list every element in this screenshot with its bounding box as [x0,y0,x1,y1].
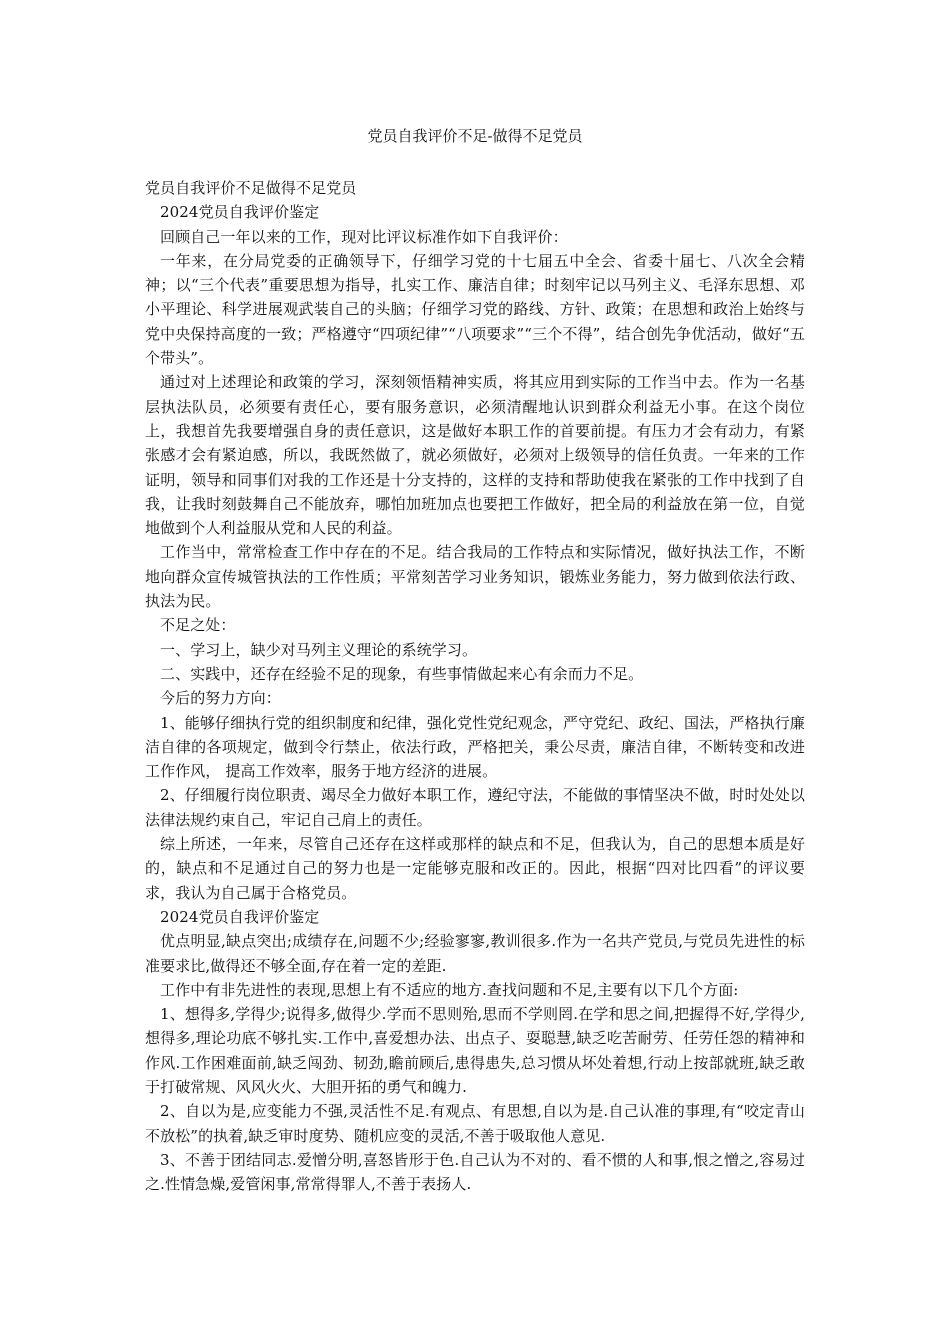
paragraph: 回顾自己一年以来的工作，现对比评议标准作如下自我评价： [160,227,568,246]
paragraph: 一年来，在分局党委的正确领导下，仔细学习党的十七届五中全会、省委十届七、八次全会精神；以“三个代表”重要思想为指导，扎实工作、廉洁自律；时刻牢记以马列主义、毛泽东思想、邓小平理论、科学进展观武装自己的头脑；仔细学习党的路线、方针、政策；在思想和政治上始终与党中央保持高度的一致；严格遵守“四项纪律”“八项要求”“三个不得”，结合创先争优活动，做好“五个带头”。 [145,251,805,368]
paragraph: 1、能够仔细执行党的组织制度和纪律，强化党性党纪观念，严守党纪、政纪、国法，严格执行廉洁自律的各项规定，做到令行禁止，依法行政，严格把关，秉公尽责，廉洁自律，不断转变和改进工作作风， 提高工作效率，服务于地方经济的进展。 [145,713,805,781]
paragraph: 综上所述，一年来，尽管自己还存在这样或那样的缺点和不足，但我认为，自己的思想本质是好的，缺点和不足通过自己的努力也是一定能够克服和改正的。因此，根据“四对比四看”的评议要求，我认为自己属于合格党员。 [145,835,805,902]
section-heading: 2024党员自我评价鉴定 [160,203,320,222]
paragraph: 优点明显,缺点突出;成绩存在,问题不少;经验寥寥,教训很多.作为一名共产党员,与党员先进性的标准要求比,做得还不够全面,存在着一定的差距. [145,932,805,975]
document-body [145,176,805,1196]
document-title: 党员自我评价不足-做得不足党员 [367,127,583,145]
paragraph: 2、仔细履行岗位职责、竭尽全力做好本职工作，遵纪守法，不能做的事情坚决不做，时时处处以法律法规约束自己，牢记自己肩上的责任。 [145,786,805,829]
paragraph: 工作中有非先进性的表现,思想上有不适应的地方.查找问题和不足,主要有以下几个方面: [160,980,739,999]
doc-subtitle: 党员自我评价不足做得不足党员 [145,179,357,197]
paragraph: 今后的努力方向： [160,689,281,708]
paragraph: 不足之处： [160,616,236,635]
paragraph: 2、自以为是,应变能力不强,灵活性不足.有观点、有思想,自以为是.自己认准的事理,有“咬定青山不放松”的执着,缺乏审时度势、随机应变的灵活,不善于吸取他人意见. [145,1102,805,1145]
paragraph: 一、学习上，缺少对马列主义理论的系统学习。 [160,640,478,659]
paragraph: 3、不善于团结同志.爱憎分明,喜怒皆形于色.自己认为不对的、看不惯的人和事,恨之憎之,容易过之.性情急燥,爱管闲事,常常得罪人,不善于表扬人. [145,1150,805,1194]
paragraph: 1、想得多,学得少;说得多,做得少.学而不思则殆,思而不学则罔.在学和思之间,把握得不好,学得少,想得多,理论功底不够扎实.工作中,喜爱想办法、出点子、耍聪慧,缺乏吃苦耐劳、任劳任怨的精神和作风.工作困难面前,缺乏闯劲、韧劲,瞻前顾后,患得患失,总习惯从坏处着想,行动上按部就班,缺乏敢于打破常规、风风火火、大胆开拓的勇气和魄力. [145,1005,805,1096]
paragraph: 工作当中，常常检查工作中存在的不足。结合我局的工作特点和实际情况，做好执法工作，不断地向群众宣传城管执法的工作性质；平常刻苦学习业务知识，锻炼业务能力，努力做到依法行政、执法为民。 [145,543,805,611]
paragraph: 二、实践中，还存在经验不足的现象，有些事情做起来心有余而力不足。 [160,664,644,683]
section-heading: 2024党员自我评价鉴定 [160,907,320,926]
paragraph: 通过对上述理论和政策的学习，深刻领悟精神实质，将其应用到实际的工作当中去。作为一名基层执法队员，必须要有责任心，要有服务意识，必须清醒地认识到群众利益无小事。在这个岗位上，我想首先我要增强自身的责任意识，这是做好本职工作的首要前提。有压力才会有动力，有紧张感才会有紧迫感，所以，我既然做了，就必须做好，必须对上级领导的信任负责。一年来的工作证明，领导和同事们对我的工作还是十分支持的，这样的支持和帮助使我在紧张的工作中找到了自我，让我时刻鼓舞自己不能放弃，哪怕加班加点也要把工作做好，把全局的利益放在第一位，自觉地做到个人利益服从党和人民的利益。 [145,373,805,538]
